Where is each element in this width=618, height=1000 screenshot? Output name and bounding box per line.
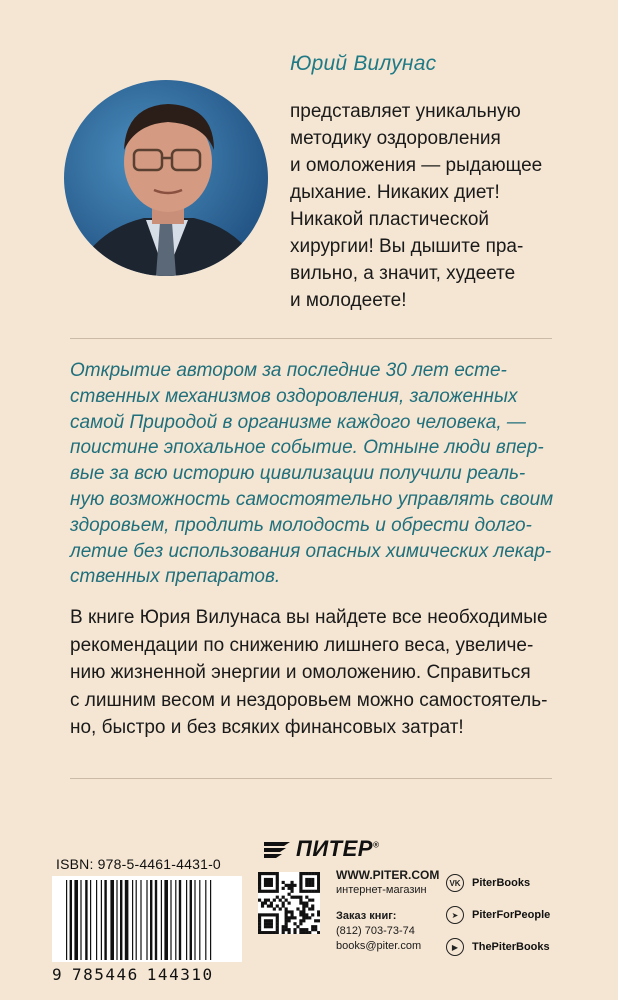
author-name: Юрий Вилунас bbox=[290, 52, 437, 75]
barcode-lead-digit: 9 bbox=[52, 964, 64, 984]
order-phone: (812) 703-73-74 bbox=[336, 925, 415, 937]
barcode-group-2: 144310 bbox=[146, 964, 214, 984]
divider-top bbox=[70, 338, 552, 339]
italic-paragraph: Открытие автором за последние 30 лет есте- ственных механизмов оздоровления, заложенных самой Природой в организме каждого человека, — поистине эпохальное событие. Отныне люди впер- вые за всю историю цивилизации получили реаль- ную возможность самостоятельно управлять своим здоровьем, продлить молодость и обрести долго- летие без использования опасных химических лекар- ственных препаратов. bbox=[70, 360, 554, 588]
logo-text: ПИТЕР® bbox=[296, 836, 380, 861]
telegram-icon: ➤ bbox=[446, 906, 464, 924]
regular-paragraph: В книге Юрия Вилунаса вы найдете все необходимые рекомендации по снижению лишнего веса, увеличе- нию жизненной энергии и омоложению. Справиться с лишним весом и нездоровьем можно самостоятель- но, быстро и без всяких финансовых затрат! bbox=[70, 607, 548, 738]
shop-url[interactable]: WWW.PITER.COM bbox=[336, 868, 440, 882]
social-telegram[interactable] bbox=[446, 906, 550, 924]
youtube-icon: ▶ bbox=[446, 938, 464, 956]
order-email[interactable]: books@piter.com bbox=[336, 940, 422, 952]
barcode-group-1: 785446 bbox=[72, 964, 139, 984]
publisher-logo bbox=[262, 836, 379, 862]
divider-bottom bbox=[70, 778, 552, 779]
social-youtube[interactable] bbox=[446, 938, 550, 956]
vk-icon: VK bbox=[446, 874, 464, 892]
piter-logo-icon bbox=[262, 838, 292, 860]
barcode-digits bbox=[52, 962, 242, 986]
social-label: PiterBooks bbox=[472, 877, 531, 889]
qr-code bbox=[258, 872, 320, 934]
author-portrait bbox=[64, 80, 268, 276]
shop-label: интернет-магазин bbox=[336, 884, 427, 896]
social-vk[interactable] bbox=[446, 874, 530, 892]
social-label: PiterForPeople bbox=[472, 909, 551, 921]
order-label: Заказ книг: bbox=[336, 910, 397, 922]
isbn-label: ISBN: 978-5-4461-4431-0 bbox=[56, 856, 221, 872]
author-description: представляет уникальную методику оздоровления и омоложения — рыдающее дыхание. Никаких диет! Никакой пластической хирургии! Вы дышите пра- вильно, а значит, худеете и молодеете! bbox=[290, 101, 543, 311]
social-label: ThePiterBooks bbox=[472, 941, 550, 953]
